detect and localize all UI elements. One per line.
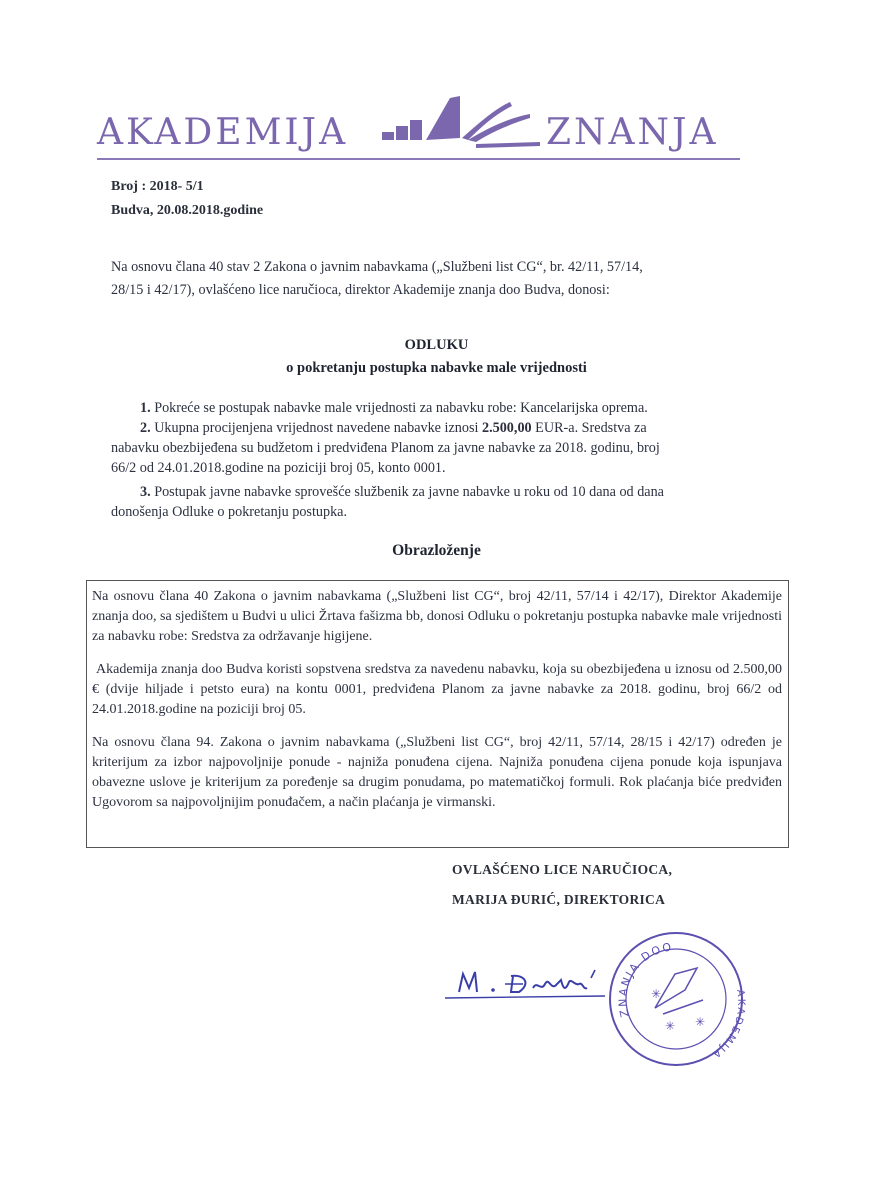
svg-text:✳: ✳	[665, 1019, 676, 1033]
document-number: Broj : 2018- 5/1	[111, 179, 204, 194]
header-divider	[97, 158, 740, 160]
decision-item-2-line-3: 66/2 od 24.01.2018.godine na poziciji broj 05, konto 0001.	[111, 460, 446, 476]
svg-text:ZNANJA DOO: ZNANJA DOO	[616, 940, 675, 1019]
intro-line-1: Na osnovu člana 40 stav 2 Zakona o javnim nabavkama („Službeni list CG“, br. 42/11, 57/14,	[111, 259, 643, 275]
rationale-box	[86, 580, 789, 848]
item-text: Ukupna procijenjena vrijednost navedene nabavke iznosi	[154, 420, 479, 436]
item-text-cont: EUR-a. Sredstva za	[535, 420, 647, 436]
brand-name-right: ZNANJA	[546, 112, 719, 153]
item-number: 3.	[140, 484, 151, 500]
svg-text:✳: ✳	[695, 1015, 706, 1029]
item-text: Postupak javne nabavke sprovešće službenik za javne nabavke u roku od 10 dana od dana	[154, 484, 664, 500]
intro-line-2: 28/15 i 42/17), ovlašćeno lice naručioca, direktor Akademije znanja doo Budva, donosi:	[111, 282, 610, 298]
rationale-paragraph-2: Akademija znanja doo Budva koristi sopstvena sredstva za navedenu nabavku, koja su obezbijeđena u iznosu od 2.500,00 € (dvije hiljade i petsto eura) na kontu 0001, predviđena Planom za javne nabavke za 2018. godinu, broj 66/2 od 24.01.2018.godine na poziciji broj 05.	[92, 662, 782, 717]
amount-bold: 2.500,00	[481, 420, 532, 436]
item-text: Pokreće se postupak nabavke male vrijednosti za nabavku robe: Kancelarijska oprema.	[154, 400, 648, 416]
item-number: 2.	[140, 420, 151, 436]
decision-title: ODLUKU	[404, 337, 469, 353]
decision-item-2-line-2: nabavku obezbijeđena su budžetom i predviđena Planom za javne nabavke za 2018. godinu, broj	[111, 440, 660, 456]
svg-text:AKADEMIJA: AKADEMIJA	[708, 988, 747, 1061]
item-number: 1.	[140, 400, 151, 416]
decision-subtitle: o pokretanju postupka nabavke male vrijednosti	[286, 360, 587, 376]
rationale-title: Obrazloženje	[392, 542, 481, 559]
decision-item-3-line-2: donošenja Odluke o pokretanju postupka.	[111, 504, 348, 520]
company-stamp	[605, 930, 747, 1068]
brand-name-left: AKADEMIJA	[97, 112, 349, 153]
signatory-name: MARIJA ĐURIĆ, DIREKTORICA	[452, 892, 666, 907]
signatory-role: OVLAŠĆENO LICE NARUČIOCA,	[452, 862, 673, 877]
rationale-paragraph-1: Na osnovu člana 40 Zakona o javnim nabavkama („Službeni list CG“, broj 42/11, 57/14 i 42/17), Direktor Akademije znanja doo, sa sjedištem u Budvi u ulici Žrtava fašizma bb, donosi Odluku o pokretanju postupka nabavke male vrijednosti za nabavku robe: Sredstva za održavanje higijene.	[92, 589, 782, 644]
place-and-date: Budva, 20.08.2018.godine	[111, 203, 264, 218]
open-book-logo-icon	[380, 92, 542, 156]
svg-text:✳: ✳	[651, 987, 662, 1001]
rationale-paragraph-3: Na osnovu člana 94. Zakona o javnim nabavkama („Službeni list CG“, broj 42/11, 57/14, 28/15 i 42/17) određen je kriterijum za izbor najpovoljnije ponude - najniža ponuđena cijena. Najniža ponuđena cijena ponude koja ispunjava obavezne uslove je kriterijum za poređenje sa drugim ponudama, po matematičkoj formuli. Rok plaćanja biće predviđen Ugovorom sa najpovoljnijim ponuđačem, a način plaćanja je virmanski.	[92, 735, 782, 810]
